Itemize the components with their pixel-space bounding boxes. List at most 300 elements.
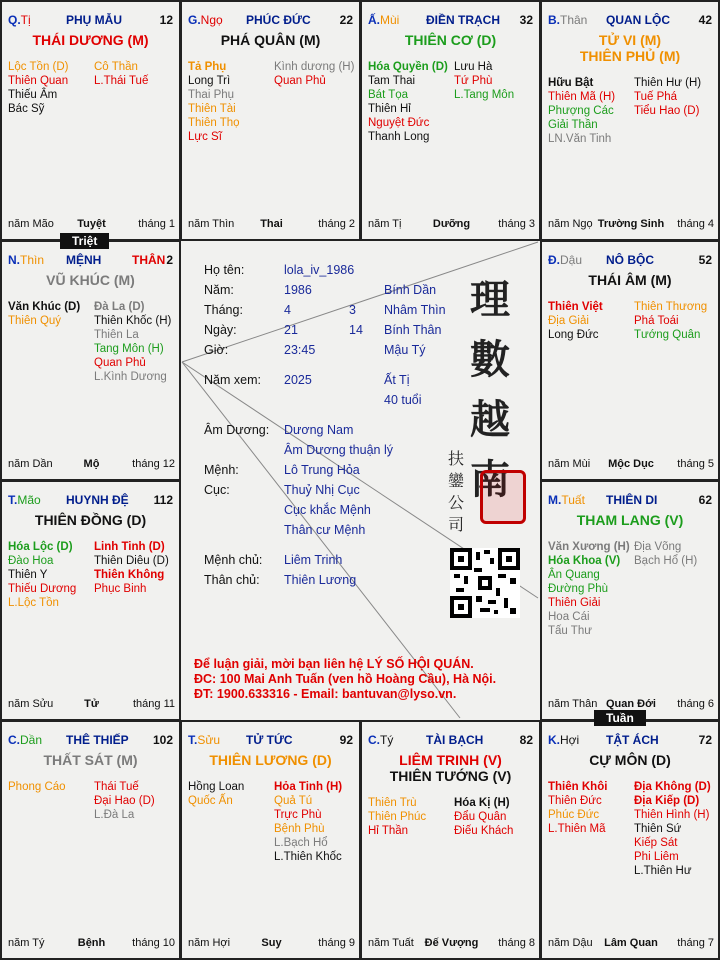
palace-name: QUAN LỘC [606,13,670,27]
palace-number: 62 [698,493,712,507]
minor-star: Thái Tuế [94,781,139,793]
main-stars [186,752,355,768]
minor-star: Thai Phụ [188,89,235,101]
palace-month: tháng 11 [132,698,175,710]
palace-number: 52 [698,253,712,267]
cuc: Thuỷ Nhị Cục [284,483,360,497]
palace-header [548,13,712,29]
minor-star: Thiên Việt [548,301,603,313]
main-stars [546,512,714,528]
palace-name: TỬ TỨC [246,733,293,747]
minor-star: Long Đức [548,329,599,341]
palace-header [548,253,712,269]
main-stars [186,32,355,48]
minor-stars-left [368,796,426,838]
minor-star: Tướng Quân [634,329,701,341]
brand-small: 扶鑾公司 [448,449,465,534]
main-star: PHÁ QUÂN (M) [220,32,321,48]
palace-can: Ấ. [368,13,380,27]
minor-stars-right [94,300,171,384]
palace-year: năm Sửu [8,698,54,710]
palace-name: THÊ THIẾP [66,733,129,747]
minor-star: Lưu Hà [454,61,493,73]
minor-star: Bát Tọa [368,89,409,101]
palace-month: tháng 3 [498,218,535,230]
minor-star: Hóa Kị (H) [454,797,510,809]
minor-star: L.Bạch Hổ [274,837,328,849]
minor-star: Linh Tinh (D) [94,541,165,553]
than-chu: Thiên Lương [284,573,357,587]
minor-star: Thiên Hư (H) [634,77,702,89]
label-thang: Tháng: [204,303,243,317]
minor-stars-left [368,60,448,144]
minor-stars-left [548,300,603,342]
palace-chi: Dậu [560,253,583,267]
palace-footer [188,218,355,232]
palace-stage: Quan Đới [606,698,656,710]
palace-number: 2 [166,253,173,267]
palace-chi: Ngọ [200,13,223,27]
palace-year: năm Thân [548,698,598,710]
main-stars [546,272,714,288]
minor-star: Bệnh Phù [274,823,325,835]
main-star: THẤT SÁT (M) [43,752,138,768]
palace-name: NÔ BỘC [606,253,654,267]
palace-month: tháng 5 [677,458,714,470]
minor-star: Tiểu Hao (D) [634,105,700,117]
minor-star: Thiên Hình (H) [634,809,710,821]
palace-can: Q. [8,13,21,27]
palace-footer [8,698,175,712]
minor-stars-left [8,60,69,116]
palace-year: năm Dậu [548,937,593,949]
main-star: CỰ MÔN (D) [589,752,671,768]
palace-month: tháng 4 [677,218,714,230]
minor-star: Phượng Các [548,105,614,117]
label-ngay: Ngày: [204,323,237,337]
minor-stars-right [634,780,711,878]
palace-cell[interactable] [540,720,720,960]
thang-can: Nhâm Thìn [384,303,446,317]
cuc-3: Thân cư Mệnh [284,523,366,537]
minor-star: Thiên La [94,329,139,341]
minor-star: Thiên Thương [634,301,708,313]
palace-cell[interactable] [540,240,720,481]
minor-star: Long Trì [188,75,231,87]
palace-header [188,13,353,29]
palace-footer [188,937,355,951]
palace-name: ĐIỀN TRẠCH [426,13,500,27]
palace-can: T. [188,733,198,747]
label-menh: Mệnh: [204,463,239,477]
main-stars [6,752,175,768]
minor-star: Địa Giải [548,315,589,327]
am-duong: Dương Nam [284,423,354,437]
minor-star: Thiên Y [8,569,48,581]
minor-star: Thiên Khôi [548,781,608,793]
palace-cell[interactable] [0,240,181,481]
minor-stars-right [94,780,155,822]
minor-star: Kình dương (H) [274,61,355,73]
palace-cell[interactable] [180,720,361,960]
palace-can: Đ. [548,253,560,267]
palace-stage: Dưỡng [432,218,471,230]
palace-can: N. [8,253,20,267]
palace-chi: Mùi [380,13,400,27]
palace-can: G. [188,13,201,27]
cuc-2: Cục khắc Mệnh [284,503,371,517]
minor-star: L.Thiên Hư [634,865,692,877]
palace-cell[interactable] [0,720,181,960]
main-star: TỬ VI (M) [598,32,662,48]
palace-header [368,733,533,749]
palace-stage: Trường Sinh [597,218,665,230]
palace-number: 32 [519,13,533,27]
minor-star: Thiên Phúc [368,811,427,823]
palace-chi: Sửu [197,733,221,747]
minor-star: L.Thiên Mã [548,823,606,835]
minor-star: Tuế Phá [634,91,678,103]
minor-star: Địa Kiếp (D) [634,795,700,807]
minor-star: Thiên Quan [8,75,69,87]
palace-stage: Suy [261,937,282,949]
label-cuc: Cục: [204,483,230,497]
minor-star: Phúc Đức [548,809,600,821]
minor-star: Thiên Thọ [188,117,240,129]
contact-block [194,657,496,702]
main-stars [546,752,714,768]
minor-star: Đào Hoa [8,555,54,567]
palace-year: năm Tuất [368,937,414,949]
palace-can: B. [548,13,560,27]
palace-year: năm Mùi [548,458,591,470]
palace-stage: Bệnh [77,937,106,949]
minor-star: Hóa Khoa (V) [548,555,621,567]
palace-cell[interactable] [360,720,541,960]
palace-number: 92 [339,733,353,747]
minor-stars-left [188,60,240,144]
minor-star: Thiên Khốc (H) [94,315,172,327]
palace-chi: Mão [17,493,41,507]
palace-footer [368,218,535,232]
palace-chi: Tuất [561,493,585,507]
palace-name: MỆNH [66,253,102,267]
menh: Lô Trung Hỏa [284,463,360,477]
palace-number: 42 [698,13,712,27]
minor-stars-right [94,540,169,596]
palace-cell[interactable] [360,0,541,241]
palace-footer [548,458,714,472]
qr-code[interactable] [450,548,520,618]
minor-star: Thiếu Dương [8,583,77,595]
palace-year: năm Mão [8,218,54,230]
palace-name: HUYNH ĐỆ [66,493,129,507]
main-star: THAM LANG (V) [576,512,684,528]
palace-footer [8,458,175,472]
main-stars [366,32,535,48]
minor-stars-left [8,300,80,328]
minor-star: Văn Khúc (D) [8,301,81,313]
palace-stage: Thai [260,218,283,230]
palace-name: TÀI BẠCH [426,733,484,747]
minor-star: Phong Cáo [8,781,66,793]
thang-am: 3 [349,303,356,317]
minor-star: L.Lộc Tồn [8,597,59,609]
palace-header [188,733,353,749]
palace-name: THIÊN DI [606,493,658,507]
palace-header [8,13,173,29]
nam: 1986 [284,283,312,297]
palace-cell[interactable] [0,480,181,721]
palace-stage: Tuyệt [77,218,106,230]
palace-stage: Mộc Dục [608,458,654,470]
minor-star: Thiên Đức [548,795,602,807]
palace-extra: THÂN [132,253,166,267]
minor-star: Quốc Ấn [188,795,233,807]
minor-star: Giải Thần [548,119,598,131]
ngay-am: 14 [349,323,363,337]
main-stars [546,32,714,64]
palace-number: 22 [339,13,353,27]
gio-can: Mậu Tý [384,343,426,357]
main-star: LIÊM TRINH (V) [399,752,502,768]
minor-stars-right [274,60,354,88]
minor-stars-right [94,60,148,88]
nam-can: Bính Dần [384,283,437,297]
palace-month: tháng 6 [677,698,714,710]
minor-star: Lộc Tồn (D) [8,61,69,73]
palace-can: C. [368,733,380,747]
minor-star: Kiếp Sát [634,837,678,849]
palace-header [8,493,173,509]
palace-cell[interactable] [0,0,181,241]
palace-year: năm Hợi [188,937,231,949]
main-star: THÁI DƯƠNG (M) [32,32,149,48]
minor-stars-right [454,796,513,838]
minor-stars-right [634,540,697,568]
palace-number: 82 [519,733,533,747]
main-star: THIÊN PHỦ (M) [579,48,681,64]
minor-star: L.Thiên Khốc [274,851,342,863]
palace-cell[interactable] [540,480,720,721]
main-star: THIÊN CƠ (D) [404,32,497,48]
minor-star: Hỉ Thần [368,825,409,837]
minor-star: Tam Thai [368,75,416,87]
palace-name: PHỤ MẪU [66,13,122,27]
main-star: THIÊN TƯỚNG (V) [389,768,512,784]
palace-can: K. [548,733,560,747]
palace-month: tháng 10 [132,937,175,949]
triet-tag: Triệt [60,233,109,249]
palace-footer [368,937,535,951]
minor-stars-left [548,76,615,146]
tuan-tag: Tuần [594,710,646,726]
palace-year: năm Tý [8,937,45,949]
minor-star: Thiếu Âm [8,89,58,101]
main-star: VŨ KHÚC (M) [46,272,135,288]
palace-month: tháng 2 [318,218,355,230]
palace-year: năm Tị [368,218,402,230]
minor-stars-right [634,300,707,342]
palace-number: 112 [153,493,173,507]
palace-number: 102 [152,733,173,747]
minor-star: Thiên Quý [8,315,62,327]
palace-stage: Tử [84,698,99,710]
minor-star: LN.Văn Tinh [548,133,612,145]
palace-can: T. [8,493,18,507]
minor-star: Thiên Tài [188,103,236,115]
nam-xem-can: Ất Tị [384,373,410,387]
palace-can: C. [8,733,20,747]
palace-year: năm Dần [8,458,53,470]
minor-star: Đại Hao (D) [94,795,155,807]
minor-star: Thiên Sứ [634,823,682,835]
minor-star: Hỏa Tinh (H) [274,781,343,793]
minor-stars-left [188,780,244,808]
minor-star: Thiên Diêu (D) [94,555,169,567]
ngay: 21 [284,323,298,337]
main-stars [6,512,175,528]
palace-year: năm Thìn [188,218,235,230]
minor-star: L.Tang Môn [454,89,515,101]
palace-month: tháng 7 [677,937,714,949]
minor-star: Cô Thần [94,61,138,73]
minor-star: Địa Võng [634,541,682,553]
palace-name: PHÚC ĐỨC [246,13,311,27]
palace-chi: Hợi [560,733,580,747]
palace-header [8,733,173,749]
minor-star: Thiên Trù [368,797,417,809]
minor-star: Đẩu Quân [454,811,507,823]
palace-stage: Mộ [83,458,100,470]
minor-star: Thiên Hỉ [368,103,411,115]
palace-year: năm Ngọ [548,218,593,230]
brand-vertical: 理數越南 [470,276,510,503]
minor-star: Bạch Hổ (H) [634,555,698,567]
palace-footer [548,937,714,951]
palace-footer [8,218,175,232]
minor-star: Tang Môn (H) [94,343,164,355]
palace-footer [8,937,175,951]
minor-star: Quan Phủ [274,75,326,87]
main-stars [6,272,175,288]
palace-name: TẬT ÁCH [606,733,659,747]
palace-header [368,13,533,29]
palace-month: tháng 1 [138,218,175,230]
main-stars [366,752,535,784]
label-gio: Giờ: [204,343,229,357]
minor-star: Địa Không (D) [634,781,711,793]
minor-star: Hữu Bật [548,77,594,89]
minor-star: Điếu Khách [454,825,514,837]
minor-star: Thanh Long [368,131,430,143]
ho-ten: lola_iv_1986 [284,263,355,277]
main-star: THIÊN LƯƠNG (D) [209,752,332,768]
label-menh-chu: Mệnh chủ: [204,553,263,567]
minor-stars-left [8,780,66,794]
minor-star: Phi Liêm [634,851,679,863]
minor-star: Đường Phù [548,583,608,595]
minor-stars-right [274,780,342,864]
minor-star: Lực Sĩ [188,131,222,143]
minor-star: Thiên Mã (H) [548,91,616,103]
minor-stars-right [634,76,701,118]
palace-chi: Dần [20,733,43,747]
palace-number: 72 [698,733,712,747]
palace-header [548,733,712,749]
palace-month: tháng 12 [132,458,175,470]
minor-star: Tấu Thư [548,625,592,637]
minor-star: Phá Toái [634,315,679,327]
label-am-duong: Âm Dương: [204,423,270,437]
palace-chi: Tý [380,733,394,747]
minor-star: Quả Tú [274,795,313,807]
palace-stage: Đế Vượng [424,937,479,949]
palace-header [8,253,173,269]
minor-stars-left [548,540,630,638]
am-duong-2: Âm Dương thuận lý [284,443,393,457]
minor-star: Bác Sỹ [8,103,45,115]
palace-chi: Thìn [20,253,45,267]
main-star: THÁI ÂM (M) [588,272,672,288]
minor-star: Thiên Không [94,569,165,581]
palace-chi: Tị [20,13,31,27]
minor-star: Tứ Phù [454,75,493,87]
palace-number: 12 [159,13,173,27]
palace-cell[interactable] [540,0,720,241]
menh-chu: Liêm Trinh [284,553,343,567]
contact-line-3: ĐT: 1900.633316 - Email: bantuvan@lyso.vn. [194,687,457,701]
minor-stars-left [548,780,607,836]
minor-star: Hóa Lộc (D) [8,541,73,553]
main-stars [6,32,175,48]
palace-cell[interactable] [180,0,361,241]
palace-month: tháng 9 [318,937,355,949]
minor-star: Đà La (D) [94,301,145,313]
palace-stage: Lâm Quan [604,937,658,949]
label-nam-xem: Năm xem: [204,373,261,387]
minor-star: Thiên Giải [548,597,601,609]
minor-star: Trực Phù [274,809,322,821]
minor-star: L.Đà La [94,809,135,821]
minor-star: Phục Binh [94,583,147,595]
contact-line-1: Để luận giải, mời bạn liên hệ LÝ SỐ HỘI QUÁN. [194,657,474,671]
contact-line-2: ĐC: 100 Mai Anh Tuấn (ven hồ Hoàng Cầu), Hà Nội. [194,672,497,686]
palace-can: M. [548,493,562,507]
label-ho-ten: Họ tên: [204,263,245,277]
minor-stars-left [8,540,76,610]
minor-star: L.Thái Tuế [94,75,149,87]
minor-star: Tả Phụ [188,61,227,73]
minor-star: Hoa Cái [548,611,590,623]
minor-star: Hóa Quyền (D) [368,61,448,73]
tuoi: 40 tuổi [384,393,422,407]
minor-star: Ân Quang [548,569,600,581]
minor-star: Văn Xương (H) [548,541,630,553]
minor-star: L.Kình Dương [94,371,167,383]
nam-xem: 2025 [284,373,312,387]
palace-header [548,493,712,509]
palace-month: tháng 8 [498,937,535,949]
seal-stamp [480,470,526,524]
thang: 4 [284,303,291,317]
label-than-chu: Thân chủ: [204,573,260,587]
minor-stars-right [454,60,514,102]
main-star: THIÊN ĐỒNG (D) [34,512,147,528]
ngay-can: Bính Thân [384,323,442,337]
label-nam: Năm: [204,283,234,297]
minor-star: Quan Phủ [94,357,146,369]
